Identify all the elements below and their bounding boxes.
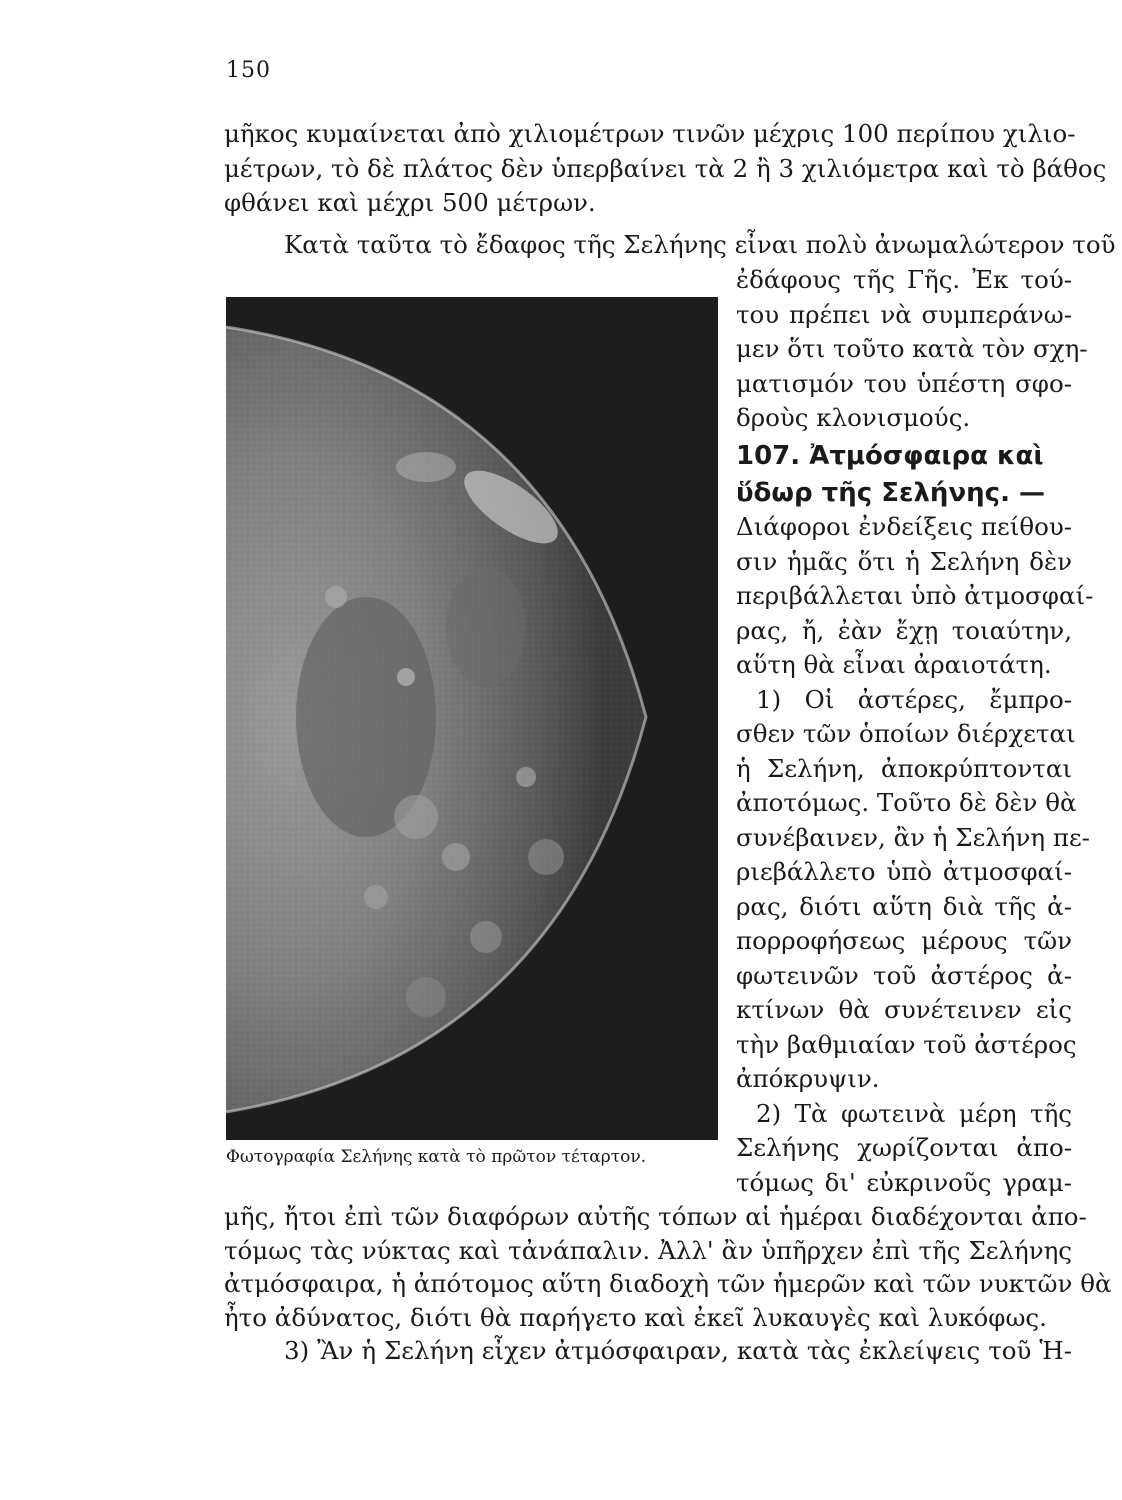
text-line: ριεβάλλετο ὑπὸ ἀτμοσφαί- <box>736 857 1072 886</box>
paragraph-first-line: Κατὰ ταῦτα τὸ ἔδαφος τῆς Σελήνης εἶναι πολὺ ἀνωμαλώτερον τοῦ <box>284 230 1116 259</box>
text-line: του πρέπει νὰ συμπεράνω- <box>736 299 1072 329</box>
moon-illustration <box>226 297 718 1140</box>
text-line: Σελήνης χωρίζονται ἀπο- <box>736 1133 1072 1162</box>
heading-line: ὕδωρ τῆς Σελήνης. — <box>736 478 1046 508</box>
text-line: ἀποτόμως. Τοῦτο δὲ δὲν θὰ <box>736 788 1077 817</box>
text-line: κτίνων θὰ συνέτεινεν εἰς <box>736 995 1072 1024</box>
text-line: αὕτη θὰ εἶναι ἀραιοτάτη. <box>736 650 1052 679</box>
bottom-paragraph <box>224 1200 1112 1368</box>
figure-caption: Φωτογραφία Σελήνης κατὰ τὸ πρῶτον τέταρτον. <box>226 1147 647 1167</box>
text-line: φωτεινῶν τοῦ ἀστέρος ἀ- <box>736 960 1072 990</box>
text-line: ἦτο ἀδύνατος, διότι θὰ παρήγετο καὶ ἐκεῖ λυκαυγὲς καὶ λυκόφως. <box>224 1302 1047 1332</box>
text-line: τόμως δι' εὐκρινοῦς γραμ- <box>736 1167 1072 1197</box>
text-line: ματισμόν του ὑπέστη σφο- <box>736 368 1072 398</box>
text-line: συνέβαινεν, ἂν ἡ Σελήνη πε- <box>736 822 1090 852</box>
text-line: φθάνει καὶ μέχρι 500 μέτρων. <box>224 188 596 217</box>
text-line: μῆς, ἤτοι ἐπὶ τῶν διαφόρων αὐτῆς τόπων αἱ ἡμέραι διαδέχονται ἀπο- <box>224 1202 1087 1231</box>
text-line: μεν ὅτι τοῦτο κατὰ τὸν σχη- <box>736 334 1088 363</box>
text-line: Διάφοροι ἐνδείξεις πείθου- <box>736 512 1072 541</box>
text-line: ἡ Σελήνη, ἀποκρύπτονται <box>736 753 1072 783</box>
text-line: 3) Ἂν ἡ Σελήνη εἶχεν ἀτμόσφαιραν, κατὰ τὰς ἐκλείψεις τοῦ Ἡ- <box>284 1336 1072 1365</box>
text-line: τόμως τὰς νύκτας καὶ τἀνάπαλιν. Ἀλλ' ἂν ὑπῆρχεν ἐπὶ τῆς Σελήνης <box>224 1235 1072 1265</box>
page-number: 150 <box>226 58 271 83</box>
side-column-main <box>736 510 1094 1200</box>
text-line: τὴν βαθμιαίαν τοῦ ἀστέρος <box>736 1029 1077 1059</box>
text-line: μέτρων, τὸ δὲ πλάτος δὲν ὑπερβαίνει τὰ 2 ἢ 3 χιλιόμετρα καὶ τὸ βάθος <box>224 153 1107 183</box>
text-line: σθεν τῶν ὁποίων διέρχεται <box>736 719 1076 748</box>
text-line: 2) Τὰ φωτεινὰ μέρη τῆς <box>756 1098 1072 1128</box>
text-line: ρας, ἤ, ἐὰν ἔχῃ τοιαύτην, <box>736 615 1072 645</box>
text-line: περιβάλλεται ὑπὸ ἀτμοσφαί- <box>736 581 1094 610</box>
text-line: δροὺς κλονισμούς. <box>736 403 971 432</box>
text-line: ἀπόκρυψιν. <box>736 1064 880 1093</box>
section-heading <box>736 438 1072 512</box>
heading-line: 107. Ἀτμόσφαιρα καὶ <box>736 441 1044 471</box>
text-line: ἀτμόσφαιρα, ἡ ἀπότομος αὕτη διαδοχὴ τῶν ἡμερῶν καὶ τῶν νυκτῶν θὰ <box>224 1269 1112 1298</box>
lead-paragraph <box>224 117 1107 221</box>
text-line: μῆκος κυμαίνεται ἀπὸ χιλιομέτρων τινῶν μέχρις 100 περίπου χιλιο- <box>224 119 1076 148</box>
side-column-top <box>736 263 1088 436</box>
text-line: ἐδάφους τῆς Γῆς. Ἐκ τού- <box>736 265 1072 294</box>
text-line: πορροφήσεως μέρους τῶν <box>736 926 1072 955</box>
text-line: ρας, διότι αὕτη διὰ τῆς ἀ- <box>736 891 1072 921</box>
text-line: σιν ἡμᾶς ὅτι ἡ Σελήνη δὲν <box>736 546 1072 576</box>
moon-photograph <box>226 297 718 1140</box>
text-line: 1) Οἱ ἀστέρες, ἔμπρο- <box>756 684 1072 714</box>
